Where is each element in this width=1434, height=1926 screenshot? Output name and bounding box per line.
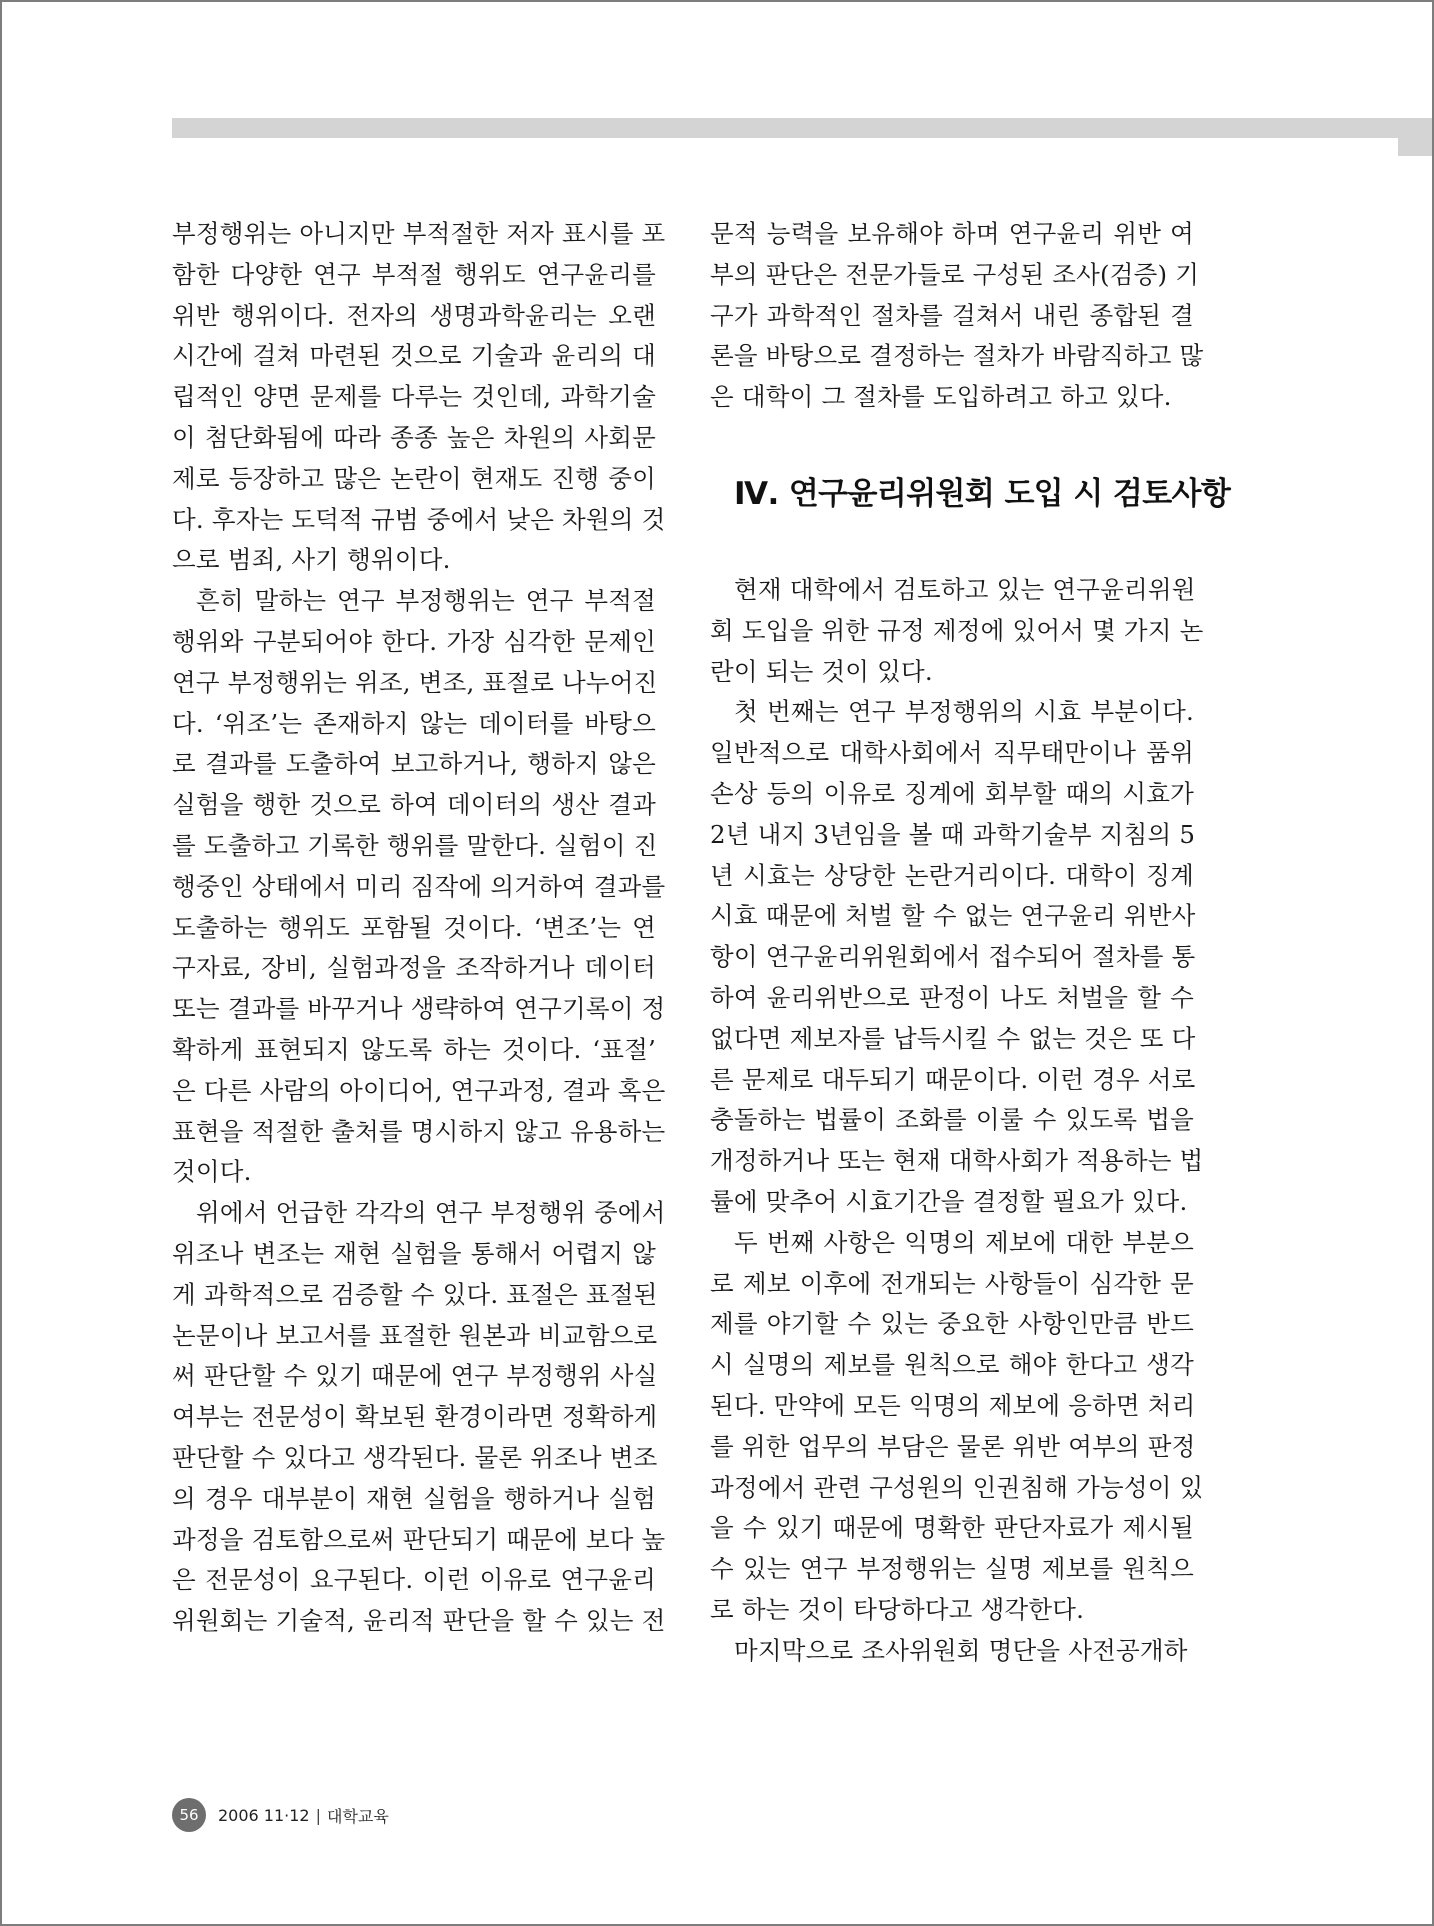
text-line: 흔히 말하는 연구 부정행위는 연구 부적절 bbox=[196, 586, 656, 616]
text-line: 두 번째 사항은 익명의 제보에 대한 부분으 bbox=[734, 1227, 1194, 1257]
text-line: 른 문제로 대두되기 때문이다. 이런 경우 서로 bbox=[710, 1064, 1196, 1094]
text-line: 행중인 상태에서 미리 짐작에 의거하여 결과를 bbox=[172, 871, 666, 901]
publication-name: 대학교육 bbox=[327, 1806, 389, 1826]
text-line: 은 대학이 그 절차를 도입하려고 하고 있다. bbox=[710, 382, 1172, 412]
text-line: 현재 대학에서 검토하고 있는 연구윤리위원 bbox=[734, 574, 1196, 604]
text-line: 손상 등의 이유로 징계에 회부할 때의 시효가 bbox=[710, 778, 1194, 808]
issue-date: 2006 11·12 bbox=[218, 1805, 310, 1825]
text-line: 써 판단할 수 있기 때문에 연구 부정행위 사실 bbox=[172, 1361, 658, 1391]
text-line: 실험을 행한 것으로 하여 데이터의 생산 결과 bbox=[172, 790, 656, 820]
text-line: 로 하는 것이 타당하다고 생각한다. bbox=[710, 1594, 1085, 1624]
text-line: 시간에 걸쳐 마련된 것으로 기술과 윤리의 대 bbox=[172, 341, 656, 371]
left-text-column bbox=[172, 214, 666, 1642]
header-bar-tab bbox=[1398, 118, 1432, 156]
text-line: 과정에서 관련 구성원의 인권침해 가능성이 있 bbox=[710, 1472, 1204, 1502]
text-line: 항이 연구윤리위원회에서 접수되어 절차를 통 bbox=[710, 942, 1196, 972]
text-line: 과정을 검토함으로써 판단되기 때문에 보다 높 bbox=[172, 1524, 666, 1554]
text-line: 판단할 수 있다고 생각된다. 물론 위조나 변조 bbox=[172, 1442, 658, 1472]
text-line: 또는 결과를 바꾸거나 생략하여 연구기록이 정 bbox=[172, 994, 666, 1024]
text-line: 은 다른 사람의 아이디어, 연구과정, 결과 혹은 bbox=[172, 1075, 666, 1105]
section-spacer bbox=[710, 525, 1194, 570]
text-line: 부정행위는 아니지만 부적절한 저자 표시를 포 bbox=[172, 219, 666, 248]
text-line: 로 결과를 도출하여 보고하거나, 행하지 않은 bbox=[172, 749, 656, 779]
text-line: 위조나 변조는 재현 실험을 통해서 어렵지 않 bbox=[172, 1238, 656, 1268]
text-line: 충돌하는 법률이 조화를 이룰 수 있도록 법을 bbox=[710, 1105, 1194, 1135]
text-line: 을 수 있기 때문에 명확한 판단자료가 제시될 bbox=[710, 1513, 1194, 1543]
text-line: 를 위한 업무의 부담은 물론 위반 여부의 판정 bbox=[710, 1431, 1196, 1461]
text-line: 게 과학적으로 검증할 수 있다. 표절은 표절된 bbox=[172, 1279, 658, 1309]
text-line: 첫 번째는 연구 부정행위의 시효 부분이다. bbox=[734, 697, 1194, 727]
text-line: 문적 능력을 보유해야 하며 연구윤리 위반 여 bbox=[710, 219, 1194, 248]
text-line: 마지막으로 조사위원회 명단을 사전공개하 bbox=[734, 1635, 1188, 1665]
right-text-column bbox=[710, 214, 1231, 1672]
text-line: 위에서 언급한 각각의 연구 부정행위 중에서 bbox=[196, 1198, 666, 1228]
text-line: 확하게 표현되지 않도록 하는 것이다. ‘표절’ bbox=[172, 1034, 656, 1064]
text-line: 일반적으로 대학사회에서 직무태만이나 품위 bbox=[710, 738, 1194, 768]
text-line: 란이 되는 것이 있다. bbox=[710, 656, 933, 686]
text-line: 논문이나 보고서를 표절한 원본과 비교함으로 bbox=[172, 1320, 658, 1350]
text-line: 제로 등장하고 많은 논란이 현재도 진행 중이 bbox=[172, 463, 656, 493]
text-line: 위반 행위이다. 전자의 생명과학윤리는 오랜 bbox=[172, 300, 656, 330]
text-line: 연구 부정행위는 위조, 변조, 표절로 나누어진 bbox=[172, 667, 658, 697]
text-line: 여부는 전문성이 확보된 환경이라면 정확하게 bbox=[172, 1402, 658, 1432]
text-line: 구자료, 장비, 실험과정을 조작하거나 데이터 bbox=[172, 953, 656, 983]
text-line: 은 전문성이 요구된다. 이런 이유로 연구윤리 bbox=[172, 1565, 656, 1595]
header-bar bbox=[172, 118, 1404, 138]
text-line: 것이다. bbox=[172, 1157, 252, 1187]
text-line: 회 도입을 위한 규정 제정에 있어서 몇 가지 논 bbox=[710, 615, 1204, 645]
text-line: 구가 과학적인 절차를 걸쳐서 내린 종합된 결 bbox=[710, 300, 1194, 330]
text-line: 률에 맞추어 시효기간을 결정할 필요가 있다. bbox=[710, 1186, 1188, 1216]
text-line: 된다. 만약에 모든 익명의 제보에 응하면 처리 bbox=[710, 1390, 1196, 1420]
text-line: 수 있는 연구 부정행위는 실명 제보를 원칙으 bbox=[710, 1554, 1194, 1584]
text-line: 이 첨단화됨에 따라 종종 높은 차원의 사회문 bbox=[172, 422, 656, 452]
text-line: 없다면 제보자를 납득시킬 수 없는 것은 또 다 bbox=[710, 1023, 1196, 1053]
text-line: 다. 후자는 도덕적 규범 중에서 낮은 차원의 것 bbox=[172, 504, 666, 534]
text-line: 제를 야기할 수 있는 중요한 사항인만큼 반드 bbox=[710, 1309, 1194, 1339]
text-line: 개정하거나 또는 현재 대학사회가 적용하는 법 bbox=[710, 1146, 1204, 1176]
text-line: 하여 윤리위반으로 판정이 나도 처벌을 할 수 bbox=[710, 982, 1194, 1012]
text-line: 도출하는 행위도 포함될 것이다. ‘변조’는 연 bbox=[172, 912, 656, 942]
text-line: 행위와 구분되어야 한다. 가장 심각한 문제인 bbox=[172, 626, 656, 656]
section-heading: Ⅳ. 연구윤리위원회 도입 시 검토사항 bbox=[734, 475, 1231, 512]
text-line: 시효 때문에 처벌 할 수 없는 연구윤리 위반사 bbox=[710, 901, 1196, 931]
text-line: 시 실명의 제보를 원칙으로 해야 한다고 생각 bbox=[710, 1350, 1194, 1380]
text-line: 다. ‘위조’는 존재하지 않는 데이터를 바탕으 bbox=[172, 708, 656, 738]
text-line: 로 제보 이후에 전개되는 사항들이 심각한 문 bbox=[710, 1268, 1194, 1298]
page-number: 56 bbox=[172, 1798, 206, 1832]
text-line: 2년 내지 3년임을 볼 때 과학기술부 지침의 5 bbox=[710, 819, 1196, 849]
section-spacer bbox=[710, 418, 1194, 463]
text-line: 위원회는 기술적, 윤리적 판단을 할 수 있는 전 bbox=[172, 1606, 666, 1636]
text-line: 표현을 적절한 출처를 명시하지 않고 유용하는 bbox=[172, 1116, 666, 1146]
text-line: 의 경우 대부분이 재현 실험을 행하거나 실험 bbox=[172, 1483, 656, 1513]
page-footer bbox=[172, 1798, 389, 1832]
text-line: 를 도출하고 기록한 행위를 말한다. 실험이 진 bbox=[172, 830, 658, 860]
text-line: 론을 바탕으로 결정하는 절차가 바람직하고 많 bbox=[710, 341, 1204, 371]
text-line: 립적인 양면 문제를 다루는 것인데, 과학기술 bbox=[172, 382, 656, 412]
text-line: 으로 범죄, 사기 행위이다. bbox=[172, 545, 451, 575]
footer-separator: | bbox=[315, 1805, 321, 1825]
text-line: 부의 판단은 전문가들로 구성된 조사(검증) 기 bbox=[710, 259, 1200, 289]
text-line: 년 시효는 상당한 논란거리이다. 대학이 징계 bbox=[710, 860, 1194, 890]
text-line: 함한 다양한 연구 부적절 행위도 연구윤리를 bbox=[172, 259, 656, 289]
